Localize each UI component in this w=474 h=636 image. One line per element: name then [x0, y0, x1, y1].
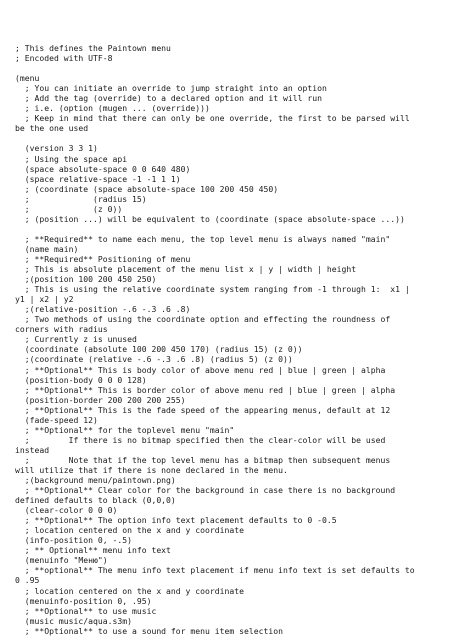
text-line: (coordinate (absolute 100 200 450 170) (radius 15) (z 0))	[15, 344, 303, 355]
text-line: ; **Optional** to use music	[15, 605, 157, 616]
text-line	[15, 224, 465, 234]
text-line: ; This defines the Paintown menu	[15, 43, 171, 53]
text-line: ; ** Optional** menu info text	[15, 545, 171, 556]
text-line: (space relative-space -1 -1 1 1)	[15, 173, 181, 184]
text-line: corners with radius	[15, 324, 108, 335]
text-line: ; (z 0))	[15, 203, 123, 214]
text-line: ; **Required** to name each menu, the top level menu is always named "main"	[15, 233, 391, 244]
text-line: (info-position 0, -.5)	[15, 535, 132, 546]
text-line: ; **Optional** This is body color of above menu red | blue | green | alpha	[15, 364, 386, 375]
text-line: ; Using the space api	[15, 153, 128, 164]
text-line: ; Currently z is unused	[15, 334, 137, 345]
text-line: ;(relative-position -.6 -.3 .6 .8)	[15, 304, 191, 315]
text-line: ; location centered on the x and y coordinate	[15, 525, 245, 536]
text-line: (menuinfo-position 0, .95)	[15, 595, 152, 606]
text-line: be the one used	[15, 123, 89, 134]
text-line: instead	[15, 444, 50, 455]
text-line: ; Note that if the top level menu has a bitmap then subsequent menus	[15, 454, 391, 465]
text-line: ; If there is no bitmap specified then the clear-color will be used	[15, 434, 386, 445]
text-line: ; Keep in mind that there can only be one override, the first to be parsed will	[15, 113, 410, 124]
text-line: (clear-color 0 0 0)	[15, 505, 118, 516]
text-line: ; Two methods of using the coordinate option and effecting the roundness of	[15, 314, 391, 325]
text-line: ; **Optional** This is the fade speed of the appearing menus, default at 12	[15, 404, 391, 415]
text-line: ; Encoded with UTF-8	[15, 53, 113, 64]
text-line: ; (radius 15)	[15, 193, 147, 204]
text-line: ;(coordinate (relative -.6 -.3 .6 .8) (radius 5) (z 0))	[15, 354, 293, 365]
text-line: defined defaults to black (0,0,0)	[15, 495, 176, 506]
text-line: (position-body 0 0 0 128)	[15, 374, 147, 385]
text-line: (menu	[15, 73, 40, 84]
text-line: ;(background menu/paintown.png)	[15, 475, 176, 486]
text-line: ; location centered on the x and y coordinate	[15, 585, 245, 596]
text-line: ; Add the tag (override) to a declared option and it will run	[15, 93, 322, 104]
text-line: (name main)	[15, 243, 79, 254]
text-line: (fade-speed 12)	[15, 414, 98, 425]
text-line: 0 .95	[15, 575, 40, 586]
text-line: (menuinfo "Меню")	[15, 555, 108, 566]
text-line	[15, 63, 465, 73]
text-line: ; (position ...) will be equivalent to (coordinate (space absolute-space ...))	[15, 213, 405, 224]
text-line: ; **Optional** The option info text placement defaults to 0 -0.5	[15, 515, 337, 526]
text-line: ; i.e. (option (mugen ... (override)))	[15, 103, 210, 114]
text-line	[15, 133, 465, 143]
text-line: ; You can initiate an override to jump straight into an option	[15, 83, 327, 94]
text-line: y1 | x2 | y2	[15, 294, 74, 305]
text-line: ; **Optional** for the toplevel menu "main"	[15, 424, 235, 435]
text-line: ; **Optional** to use a sound for menu item selection	[15, 625, 284, 636]
text-line: ; This is using the relative coordinate system ranging from -1 through 1: x1 |	[15, 284, 410, 295]
text-line: ; This is absolute placement of the menu list x | y | width | height	[15, 264, 357, 275]
text-line: ; **Required** Positioning of menu	[15, 253, 191, 264]
text-line: (version 3 3 1)	[15, 143, 98, 154]
text-line: ;(position 100 200 450 250)	[15, 274, 157, 285]
text-line: ; **optional** The menu info text placement if menu info text is set defaults to	[15, 565, 415, 576]
menu-config-text	[15, 43, 465, 636]
text-line: (space absolute-space 0 0 640 480)	[15, 163, 191, 174]
text-line: ; (coordinate (space absolute-space 100 200 450 450)	[15, 183, 279, 194]
text-line: ; **Optional** Clear color for the background in case there is no background	[15, 485, 396, 496]
text-line: will utilize that if there is none declared in the menu.	[15, 464, 288, 475]
text-line: ; **Optional** This is border color of above menu red | blue | green | alpha	[15, 384, 396, 395]
text-line: (position-border 200 200 200 255)	[15, 394, 186, 405]
text-line: (music music/aqua.s3m)	[15, 615, 132, 626]
